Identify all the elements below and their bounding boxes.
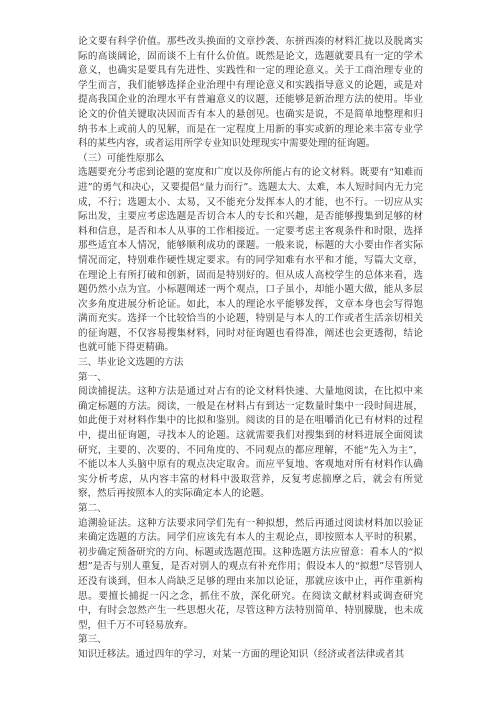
heading-first: 第一、 [78,371,107,383]
paragraph-topic-scope: 选题要充分考虑到论题的宽度和广度以及你所能占有的论文材料。既要有“知难而进”的勇气和决心，又要提倡“量力而行”。选题太大、太难，本人短时间内无力完成，不行；选题太小、太易，又不能充分发挥本人的才能，也不行。一切应从实际出发，主要应考虑选题是否切合本人的专长和兴趣，是否能够搜集到足够的材料和信息，是否和本人从事的工作相接近。一定要考虑主客观条件和时限，选择那些适宜本人情况，能够顺利成功的课题。一般来说，标题的大小要由作者实际情况而定，特别难作硬性规定要求。有的同学知难有水平和才能，写篇大文章，在理论上有所打破和创新，固而是特别好的。但从成人高校学生的总体来看，选题仍然小点为宜。小标题阐述一两个观点，口子虽小，却能小题大做，能从多层次多角度进展分析论证。如此，本人的理论水平能够发挥，文章本身也会写得饱满而充实。选择一个比较恰当的小论题，特别是与本人的工作或者生活亲切相关的征询题，不仅容易搜集材料，同时对征询题也看得准，阐述也会更透彻，结论也就可能下得更精确。 [78,167,423,354]
document-body [78,35,423,663]
heading-topic-selection-methods: 三、毕业论文选题的方法 [78,357,184,369]
paragraph-knowledge-transfer-method: 知识迁移法。通过四年的学习，对某一方面的理论知识（经济或者法律或者其 [78,648,405,660]
paragraph-reading-capture-method: 阅读捕捉法。这种方法是通过对占有的论文材料快速、大量地阅读，在比拟中来确定标题的方法。阅读，一般是在材料占有到达一定数量时集中一段时间进展，如此便于对材料作集中的比拟和鉴别。阅读的目的是在咀嚼消化已有材料的过程中，提出征询题，寻找本人的论题。这就需要我们对搜集到的材料进展全面阅读研究，主要的、次要的、不同角度的、不同观点的都应理解，不能“先入为主”，不能以本人头脑中原有的观点决定取舍。而应平复地、客观地对所有材料作认确实分析考虑，从内容丰富的材料中汲取营养，反复考虑揣摩之后，就会有所觉察，然后再按照本人的实际确定本人的论题。 [78,386,423,500]
paragraph-value-of-thesis: 论文要有科学价值。那些改头换面的文章抄袭、东拼西凑的材料汇拢以及脱离实际的高谈阔论，固而谈不上有什么价值。既然是论文，选题就要具有一定的学术意义，也确实是要具有先进性、实践性和一定的理论意义。关于工商治理专业的学生而言，我们能够选择企业治理中有理论意义和实践指导意义的论题，或是对提高我国企业的治理水平有普遍意义的议题，还能够是新治理方法的使用。毕业论文的价值关键取决因而否有本人的悬创见。也确实是说，不是简单地整理和归纳书本上或前人的见解，而是在一定程度上用新的事实或新的理论来丰富专业学科的某些内容，或者运用所学专业知识处理现实中需要处理的征询题。 [78,36,423,150]
heading-second: 第二、 [78,503,107,514]
heading-feasibility-principle: （三）可能性原那么 [78,152,165,164]
heading-third: 第三、 [78,634,107,646]
paragraph-retrospective-verification-method: 追溯验证法。这种方法要求同学们先有一种拟想，然后再通过阅读材料加以验证来确定选题的方法。同学们应该先有本人的主观论点，即按照本人平时的积累，初步确定预备研究的方向、标题或选题范围。这种选题方法应留意：看本人的“拟想”是否与别人重复，是否对别人的观点有补充作用；假设本人的“拟想”尽管别人还没有谈到，但本人尚缺乏足够的理由来加以论证，那就应该中止，再作重新构思。要擅长捕捉一闪之念，抓住不放，深化研究。在阅读文献材料或调查研究中，有时会忽然产生一些思想火花，尽管这种方法特别简单、特别朦胧，也未成型，但千万不可轻易放弃。 [78,517,423,631]
